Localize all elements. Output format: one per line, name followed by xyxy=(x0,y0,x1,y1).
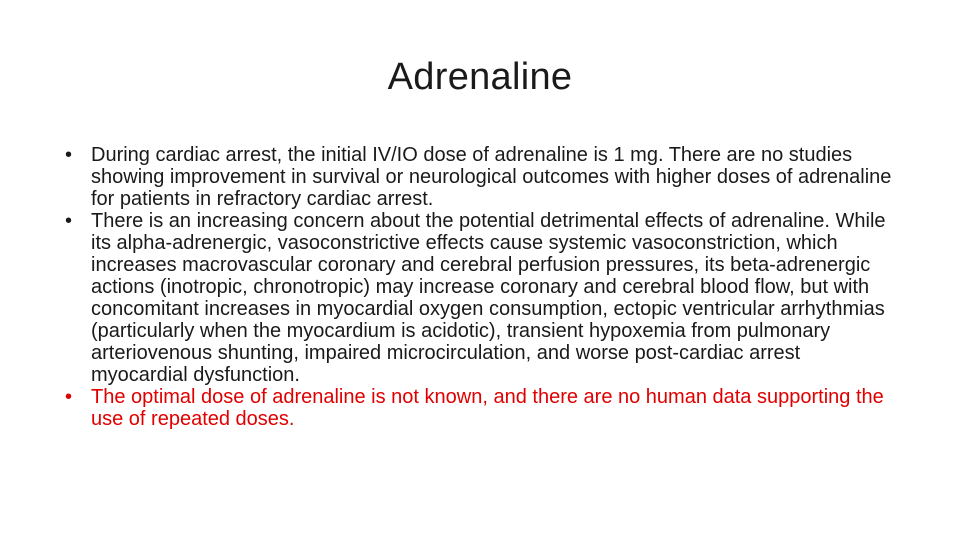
bullet-marker: • xyxy=(65,386,73,408)
bullet-item-1 xyxy=(60,144,900,210)
bullet-item-3 xyxy=(60,386,900,430)
bullet-list xyxy=(60,144,900,430)
bullet-marker: • xyxy=(65,210,73,232)
bullet-item-2 xyxy=(60,210,900,386)
bullet-text: The optimal dose of adrenaline is not known, and there are no human data supporting the use of repeated doses. xyxy=(91,386,884,430)
bullet-text: There is an increasing concern about the potential detrimental effects of adrenaline. While its alpha-adrenergic, vasoconstrictive effects cause systemic vasoconstriction, which increases macrovascular coronary and cerebral perfusion pressures, its beta-adrenergic actions (inotropic, chronotropic) may increase coronary and cerebral blood flow, but with concomitant increases in myocardial oxygen consumption, ectopic ventricular arrhythmias (particularly when the myocardium is acidotic), transient hypoxemia from pulmonary arteriovenous shunting, impaired microcirculation, and worse post-cardiac arrest myocardial dysfunction. xyxy=(91,210,886,386)
bullet-text: During cardiac arrest, the initial IV/IO dose of adrenaline is 1 mg. There are no studies showing improvement in survival or neurological outcomes with higher doses of adrenaline for patients in refractory cardiac arrest. xyxy=(91,144,892,210)
slide-title: Adrenaline xyxy=(387,56,573,98)
bullet-marker: • xyxy=(65,144,73,166)
